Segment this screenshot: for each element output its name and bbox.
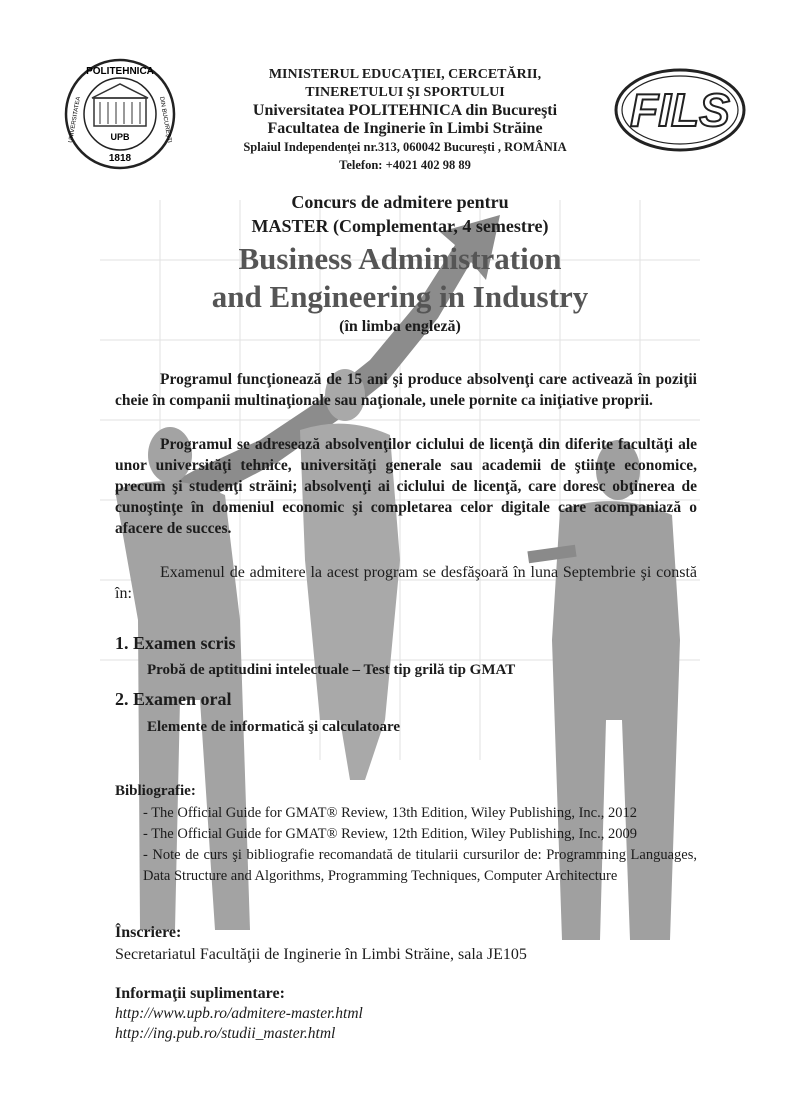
additional-info-heading: Informaţii suplimentare: [115, 985, 285, 1002]
fils-logo [612, 60, 748, 160]
institution-header [180, 66, 630, 174]
institution-address: Splaiul Independenţei nr.313, 060042 Bucureşti , ROMÂNIA [243, 140, 567, 154]
exam-written-detail: Probă de aptitudini intelectuale – Test tip grilă tip GMAT [147, 662, 516, 678]
bibliography-item-3: - Note de curs şi bibliografie recomandată de titularii cursurilor de: Programming Languages, Data Structure and Algorithms, Programming Techniques, Computer Architecture [143, 847, 697, 884]
seal-year: 1818 [108, 153, 132, 164]
concurs-line-2: MASTER (Complementar, 4 semestre) [251, 216, 549, 236]
bibliography-item-1: - The Official Guide for GMAT® Review, 13th Edition, Wiley Publishing, Inc., 2012 [143, 805, 637, 821]
seal-mark: UPB [110, 132, 130, 142]
program-title-line-1: Business Administration [238, 241, 562, 276]
seal-left-text: UNIVERSITATEA [67, 96, 83, 144]
seal-right-text: DIN BUCUREŞTI [157, 96, 172, 144]
paragraph-1-text: Programul funcţionează de 15 ani şi produce absolvenţi care activează în poziţii cheie în companii multinaţionale sau naţionale, unele pornite ca iniţiative proprii. [115, 371, 697, 409]
info-link-ing[interactable]: http://ing.pub.ro/studii_master.html [115, 1025, 336, 1042]
concurs-line-1: Concurs de admitere pentru [291, 192, 509, 212]
bibliography-heading: Bibliografie: [115, 783, 196, 799]
ministry-line-2: TINERETULUI ŞI SPORTULUI [305, 85, 505, 100]
university-name: Universitatea POLITEHNICA din Bucureşti [252, 102, 558, 119]
paragraph-exam-info [115, 562, 697, 604]
exam-oral-heading: 2. Examen oral [115, 689, 232, 709]
paragraph-2-text: Programul se adresează absolvenţilor ciclului de licenţă din diferite facultăţi ale unor universităţi tehnice, universităţi generale sau academii de ştiinţe economice, precum şi studenţi străini; absolvenţi ai ciclului de licenţă, care doresc obţinerea de cunoştinţe în domeniul economic şi completarea celor digitale care acompaniază o afacere de succes. [115, 436, 697, 537]
paragraph-program-description [115, 369, 697, 411]
faculty-name: Facultatea de Inginerie în Limbi Străine [267, 120, 543, 137]
info-link-upb[interactable]: http://www.upb.ro/admitere-master.html [115, 1005, 363, 1022]
ministry-line-1: MINISTERUL EDUCAŢIEI, CERCETĂRII, [268, 67, 542, 82]
registration-location: Secretariatul Facultăţii de Inginerie în Limbi Străine, sala JE105 [115, 946, 527, 963]
program-title-line-2: and Engineering in Industry [211, 279, 589, 314]
paragraph-target-audience [115, 434, 697, 539]
exam-written-heading: 1. Examen scris [115, 633, 236, 653]
program-title [100, 240, 700, 316]
university-seal-logo [64, 58, 176, 170]
paragraph-3-text: Examenul de admitere la acest program se desfăşoară în luna Septembrie şi constă în: [115, 564, 697, 602]
bibliography-item-2: - The Official Guide for GMAT® Review, 12th Edition, Wiley Publishing, Inc., 2009 [143, 826, 637, 842]
program-language: (în limba engleză) [339, 318, 461, 335]
institution-phone: Telefon: +4021 402 98 89 [339, 158, 471, 172]
fils-logo-text: FILS [630, 84, 730, 136]
admission-announcement [100, 190, 700, 238]
registration-heading: Înscriere: [115, 924, 182, 941]
seal-top-text: POLITEHNICA [86, 66, 154, 77]
exam-oral-detail: Elemente de informatică şi calculatoare [147, 719, 400, 735]
